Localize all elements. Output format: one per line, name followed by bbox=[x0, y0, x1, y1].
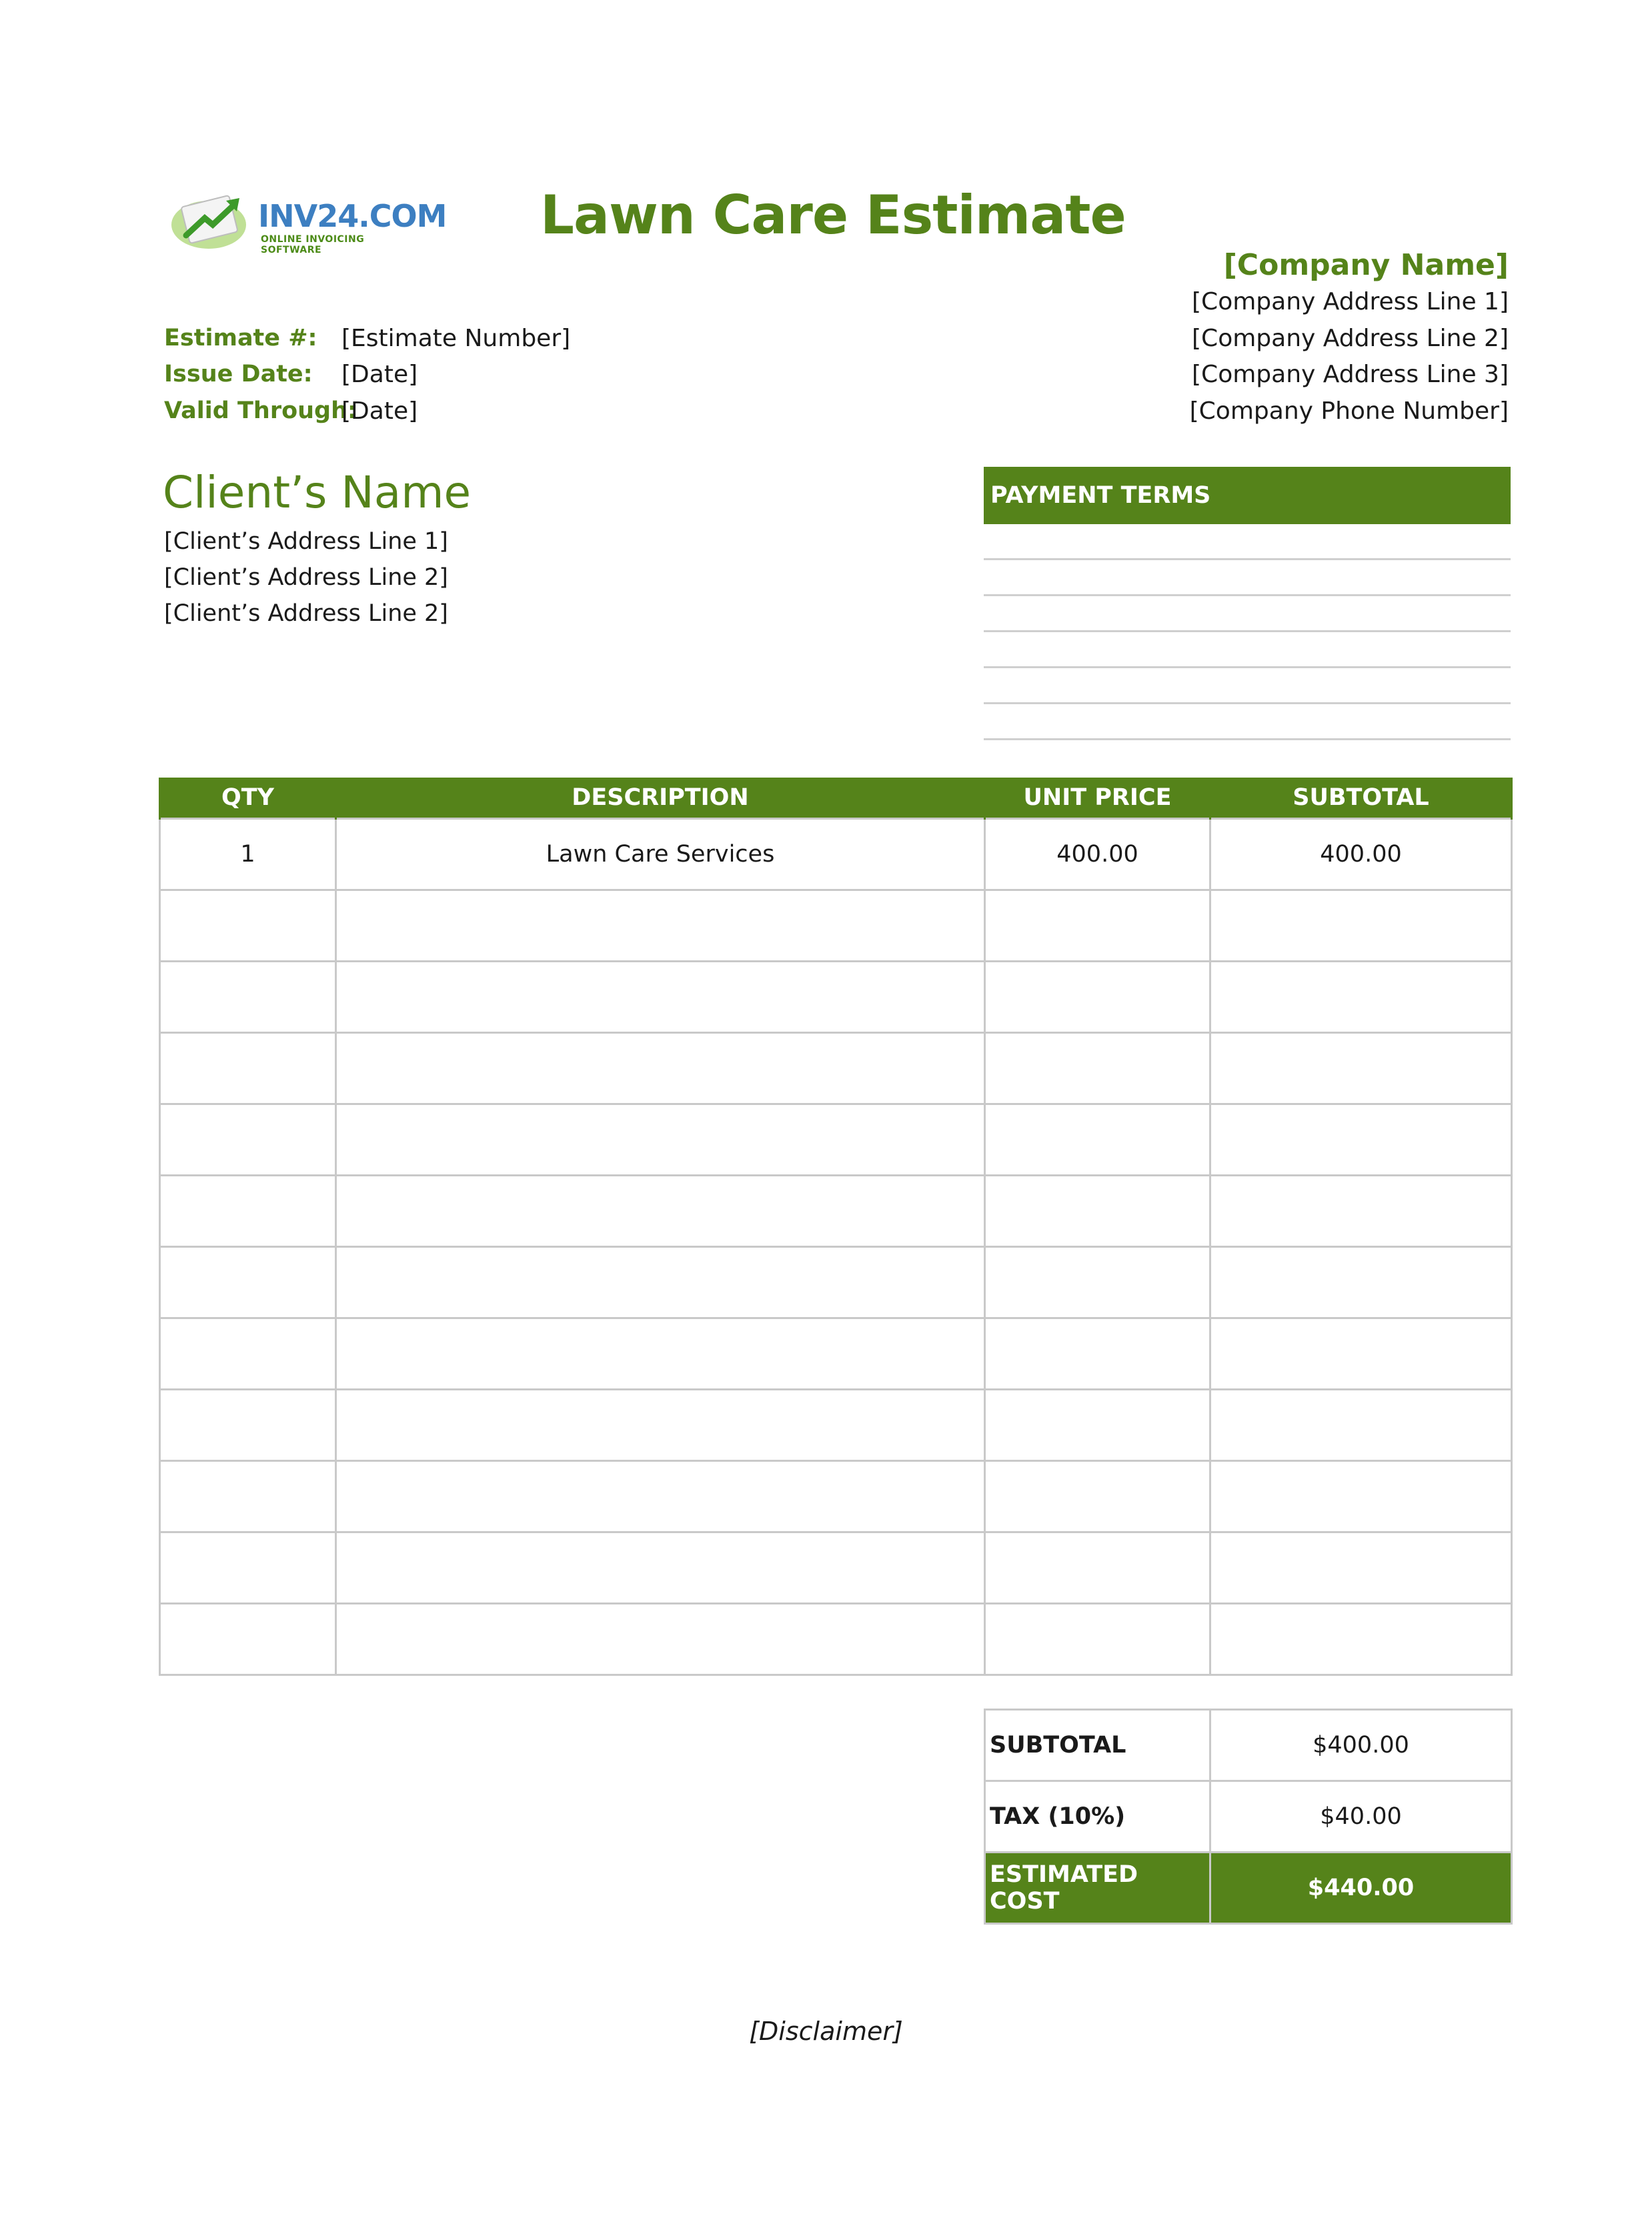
company-logo bbox=[170, 183, 447, 257]
table-row bbox=[160, 1104, 1512, 1176]
estimated-cost-value: $440.00 bbox=[1210, 1853, 1512, 1924]
description-cell[interactable] bbox=[336, 1033, 985, 1104]
items-header-row bbox=[160, 778, 1512, 819]
table-row bbox=[160, 1033, 1512, 1104]
estimate-number-value: [Estimate Number] bbox=[341, 325, 571, 352]
description-cell[interactable] bbox=[336, 1461, 985, 1532]
disclaimer: [Disclaimer] bbox=[749, 2017, 903, 2046]
qty-cell[interactable] bbox=[160, 1104, 336, 1176]
subtotal-cell[interactable] bbox=[1210, 890, 1512, 962]
estimated-cost-row bbox=[985, 1853, 1512, 1924]
qty-cell[interactable] bbox=[160, 890, 336, 962]
unit-price-cell[interactable] bbox=[985, 962, 1210, 1033]
logo-tagline: ONLINE INVOICING SOFTWARE bbox=[261, 234, 365, 255]
payment-terms-box bbox=[984, 467, 1511, 740]
subtotal-row bbox=[985, 1710, 1512, 1781]
table-row bbox=[160, 1604, 1512, 1675]
estimate-number-label: Estimate #: bbox=[164, 325, 317, 351]
description-cell[interactable] bbox=[336, 1176, 985, 1247]
unit-price-cell[interactable] bbox=[985, 1104, 1210, 1176]
subtotal-cell[interactable] bbox=[1210, 1104, 1512, 1176]
qty-cell[interactable] bbox=[160, 1247, 336, 1318]
company-name: [Company Name] bbox=[1223, 248, 1509, 282]
description-cell[interactable] bbox=[336, 1104, 985, 1176]
payment-terms-line bbox=[984, 596, 1511, 632]
table-row bbox=[160, 1390, 1512, 1461]
subtotal-cell[interactable] bbox=[1210, 1176, 1512, 1247]
client-address-line-3: [Client’s Address Line 2] bbox=[164, 600, 448, 627]
subtotal-cell[interactable] bbox=[1210, 1604, 1512, 1675]
totals-table bbox=[984, 1709, 1513, 1925]
subtotal-cell[interactable] bbox=[1210, 1247, 1512, 1318]
qty-cell[interactable] bbox=[160, 1033, 336, 1104]
description-cell[interactable] bbox=[336, 1532, 985, 1604]
unit-price-cell[interactable] bbox=[985, 1461, 1210, 1532]
company-address-line-2: [Company Address Line 2] bbox=[1192, 325, 1509, 352]
qty-cell[interactable] bbox=[160, 962, 336, 1033]
document-title: Lawn Care Estimate bbox=[540, 184, 1126, 246]
tax-value: $40.00 bbox=[1210, 1781, 1512, 1853]
logo-badge-icon bbox=[170, 189, 257, 253]
unit-price-cell[interactable]: 400.00 bbox=[985, 819, 1210, 890]
company-address-line-3: [Company Address Line 3] bbox=[1192, 361, 1509, 388]
qty-cell[interactable] bbox=[160, 1176, 336, 1247]
subtotal-cell[interactable] bbox=[1210, 1532, 1512, 1604]
unit-price-cell[interactable] bbox=[985, 1532, 1210, 1604]
table-row bbox=[160, 819, 1512, 890]
issue-date-label: Issue Date: bbox=[164, 361, 313, 387]
unit-price-cell[interactable] bbox=[985, 1247, 1210, 1318]
unit-price-cell[interactable] bbox=[985, 1604, 1210, 1675]
unit-price-cell[interactable] bbox=[985, 1318, 1210, 1390]
description-cell[interactable] bbox=[336, 962, 985, 1033]
unit-price-cell[interactable] bbox=[985, 1033, 1210, 1104]
payment-terms-line bbox=[984, 524, 1511, 560]
table-row bbox=[160, 1247, 1512, 1318]
payment-terms-line bbox=[984, 704, 1511, 740]
subtotal-cell[interactable] bbox=[1210, 1033, 1512, 1104]
issue-date-value: [Date] bbox=[341, 361, 418, 388]
company-address-line-1: [Company Address Line 1] bbox=[1192, 288, 1509, 315]
description-cell[interactable] bbox=[336, 1390, 985, 1461]
subtotal-header: SUBTOTAL bbox=[1210, 778, 1512, 819]
description-cell[interactable] bbox=[336, 1604, 985, 1675]
description-header: DESCRIPTION bbox=[336, 778, 985, 819]
client-name: Client’s Name bbox=[163, 467, 472, 518]
qty-cell[interactable] bbox=[160, 1461, 336, 1532]
table-row bbox=[160, 1318, 1512, 1390]
qty-header: QTY bbox=[160, 778, 336, 819]
description-cell[interactable]: Lawn Care Services bbox=[336, 819, 985, 890]
unit-price-cell[interactable] bbox=[985, 1176, 1210, 1247]
logo-name: INV24.COM bbox=[258, 198, 447, 234]
tax-row bbox=[985, 1781, 1512, 1853]
subtotal-cell[interactable] bbox=[1210, 962, 1512, 1033]
table-row bbox=[160, 1176, 1512, 1247]
valid-through-value: [Date] bbox=[341, 397, 418, 425]
tax-label: TAX (10%) bbox=[985, 1781, 1210, 1853]
description-cell[interactable] bbox=[336, 1318, 985, 1390]
subtotal-value: $400.00 bbox=[1210, 1710, 1512, 1781]
payment-terms-heading: PAYMENT TERMS bbox=[984, 467, 1511, 524]
table-row bbox=[160, 1532, 1512, 1604]
subtotal-cell[interactable]: 400.00 bbox=[1210, 819, 1512, 890]
payment-terms-line bbox=[984, 668, 1511, 704]
qty-cell[interactable] bbox=[160, 1390, 336, 1461]
unit-price-header: UNIT PRICE bbox=[985, 778, 1210, 819]
table-row bbox=[160, 1461, 1512, 1532]
subtotal-label: SUBTOTAL bbox=[985, 1710, 1210, 1781]
table-row bbox=[160, 890, 1512, 962]
description-cell[interactable] bbox=[336, 1247, 985, 1318]
company-phone: [Company Phone Number] bbox=[1189, 397, 1509, 425]
qty-cell[interactable]: 1 bbox=[160, 819, 336, 890]
subtotal-cell[interactable] bbox=[1210, 1390, 1512, 1461]
client-address-line-2: [Client’s Address Line 2] bbox=[164, 564, 448, 591]
qty-cell[interactable] bbox=[160, 1318, 336, 1390]
unit-price-cell[interactable] bbox=[985, 890, 1210, 962]
items-table bbox=[159, 778, 1513, 1676]
qty-cell[interactable] bbox=[160, 1532, 336, 1604]
estimated-cost-label: ESTIMATED COST bbox=[985, 1853, 1210, 1924]
valid-through-label: Valid Through: bbox=[164, 397, 357, 424]
description-cell[interactable] bbox=[336, 890, 985, 962]
client-address-line-1: [Client’s Address Line 1] bbox=[164, 528, 448, 555]
table-row bbox=[160, 962, 1512, 1033]
payment-terms-line bbox=[984, 632, 1511, 668]
qty-cell[interactable] bbox=[160, 1604, 336, 1675]
subtotal-cell[interactable] bbox=[1210, 1461, 1512, 1532]
unit-price-cell[interactable] bbox=[985, 1390, 1210, 1461]
subtotal-cell[interactable] bbox=[1210, 1318, 1512, 1390]
payment-terms-line bbox=[984, 560, 1511, 596]
